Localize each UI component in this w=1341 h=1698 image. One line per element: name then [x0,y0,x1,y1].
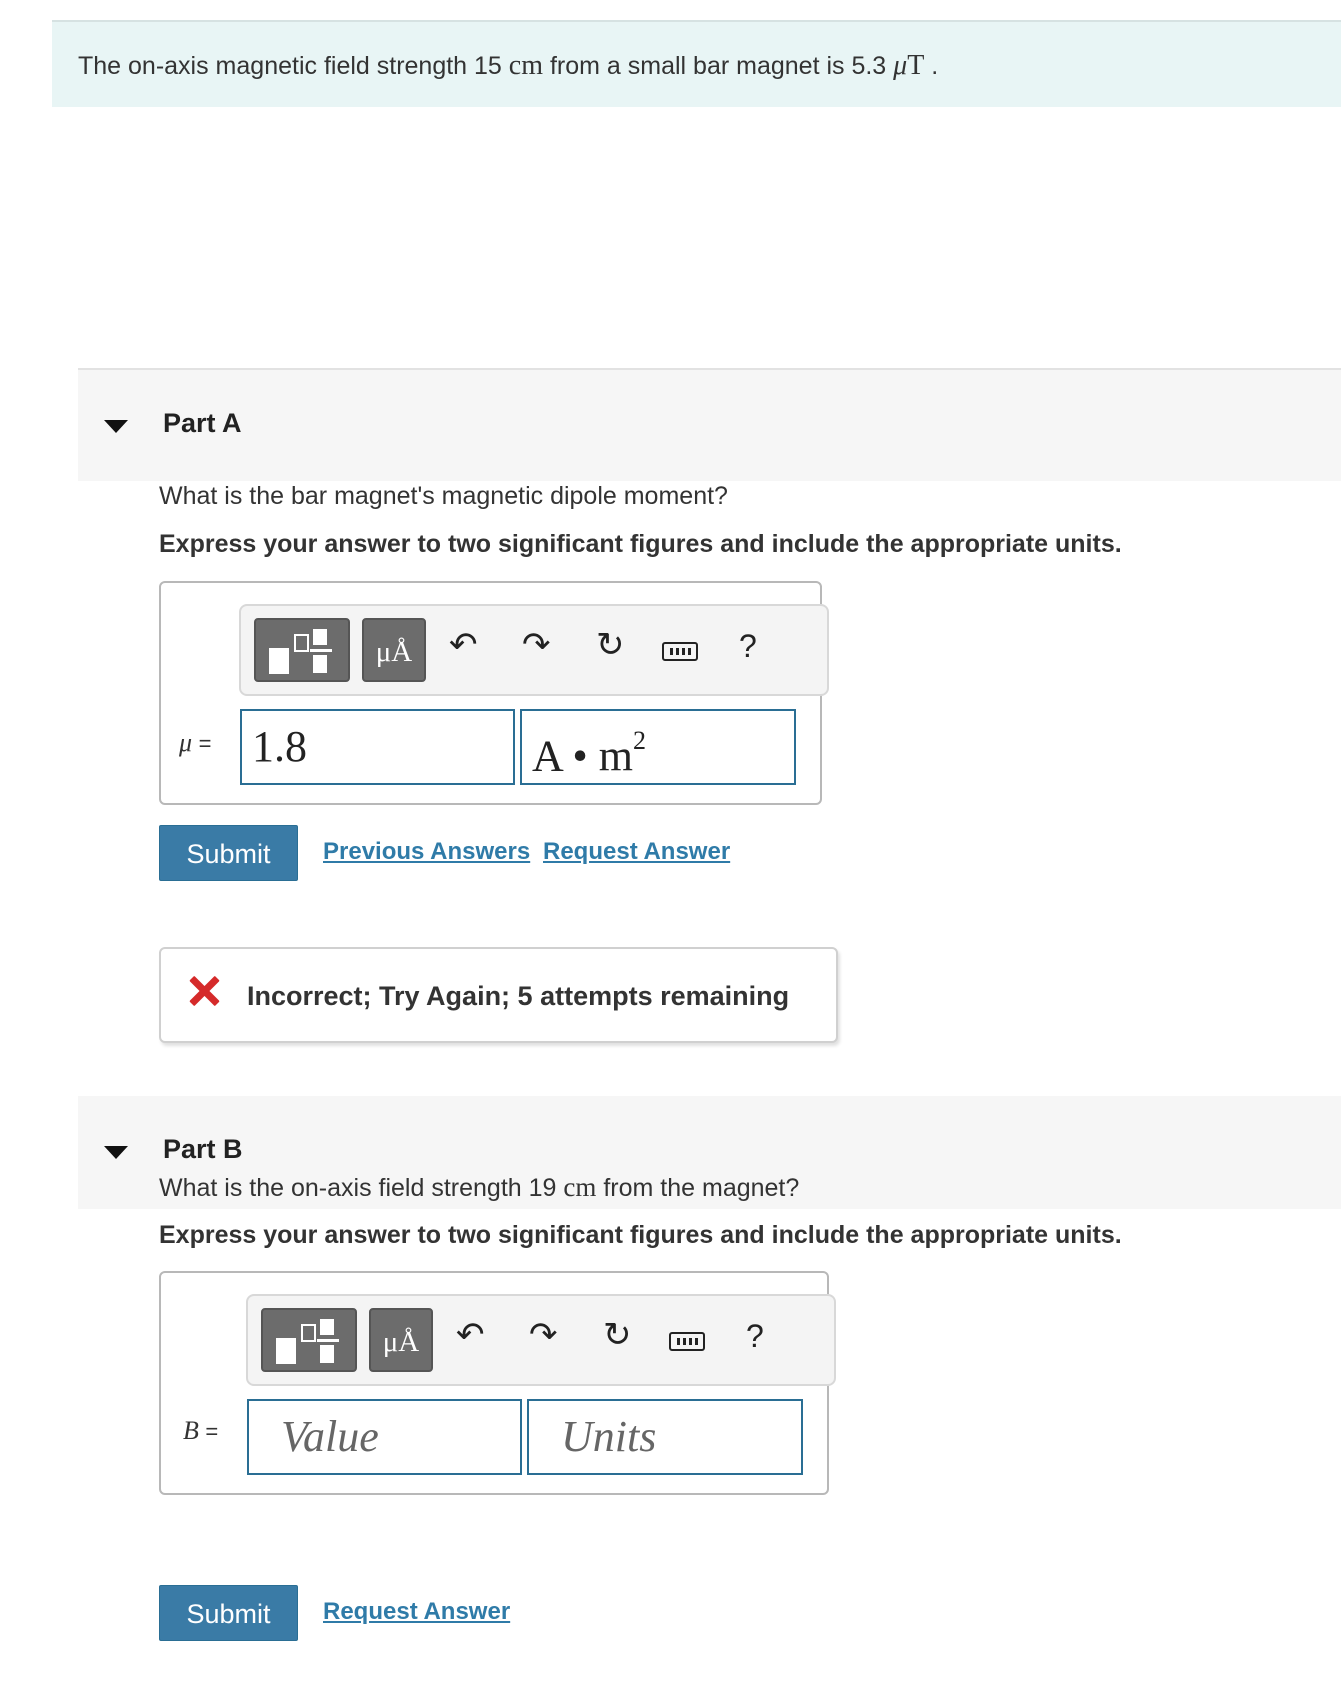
template-fraction-bottom-icon [313,655,327,673]
part-a-request-answer-link[interactable]: Request Answer [543,838,731,865]
incorrect-x-icon [189,975,219,1005]
math-toolbar [239,604,829,696]
part-b-question: What is the on-axis field strength 19 cm from the magnet? [159,1172,800,1202]
problem-statement [52,20,1341,107]
unit-tesla: T [907,50,925,81]
template-fraction-bottom-icon [320,1345,334,1363]
problem-text: The on-axis magnetic field strength 15 cm from a small bar magnet is 5.3 μT . [78,50,939,81]
collapse-caret-icon[interactable] [104,1146,128,1159]
b-variable-label: B = [183,1416,219,1445]
part-a-answer-box [159,581,822,805]
unit-cm: cm [508,50,544,81]
value-input[interactable]: 1.8 [240,709,515,785]
template-square-icon [269,648,289,674]
part-a-submit-button[interactable]: Submit [159,825,298,881]
mu-variable-label: μ = [179,728,212,757]
part-b-request-answer-link[interactable]: Request Answer [323,1598,511,1625]
part-b-answer-box [159,1271,829,1495]
collapse-caret-icon[interactable] [104,420,128,433]
template-square-icon [276,1338,296,1364]
help-icon[interactable]: ? [746,1318,764,1354]
redo-icon[interactable]: ↷ [522,626,551,664]
template-exponent-icon [294,634,309,652]
templates-button[interactable] [261,1308,357,1372]
units-button[interactable]: μÅ [362,618,426,682]
help-icon[interactable]: ? [739,628,757,664]
template-fraction-top-icon [320,1319,334,1335]
math-toolbar [246,1294,836,1386]
part-a-instruction: Express your answer to two significant figures and include the appropriate units. [159,530,1122,558]
units-input[interactable]: A • $m^2$ [520,709,796,785]
reset-icon[interactable]: ↻ [596,626,625,664]
templates-button[interactable] [254,618,350,682]
part-a-title: Part A [163,408,242,438]
keyboard-icon[interactable] [669,1332,705,1351]
redo-icon[interactable]: ↷ [529,1316,558,1354]
template-fraction-top-icon [313,629,327,645]
template-fraction-line-icon [310,649,332,652]
template-fraction-line-icon [317,1339,339,1342]
part-a-header[interactable] [78,368,1341,481]
part-a-question: What is the bar magnet's magnetic dipole moment? [159,482,728,510]
units-input[interactable]: Units [527,1399,803,1475]
undo-icon[interactable]: ↶ [456,1316,485,1354]
unit-cm: cm [563,1172,597,1202]
keyboard-icon[interactable] [662,642,698,661]
feedback-box [159,947,838,1043]
feedback-message: Incorrect; Try Again; 5 attempts remaining [247,981,790,1011]
part-b-title: Part B [163,1134,243,1164]
previous-answers-link[interactable]: Previous Answers [323,838,531,865]
undo-icon[interactable]: ↶ [449,626,478,664]
unit-mu: μ [893,50,908,81]
part-b-instruction: Express your answer to two significant figures and include the appropriate units. [159,1221,1122,1249]
units-button[interactable]: μÅ [369,1308,433,1372]
value-input[interactable]: Value [247,1399,522,1475]
part-b-submit-button[interactable]: Submit [159,1585,298,1641]
template-exponent-icon [301,1324,316,1342]
reset-icon[interactable]: ↻ [603,1316,632,1354]
